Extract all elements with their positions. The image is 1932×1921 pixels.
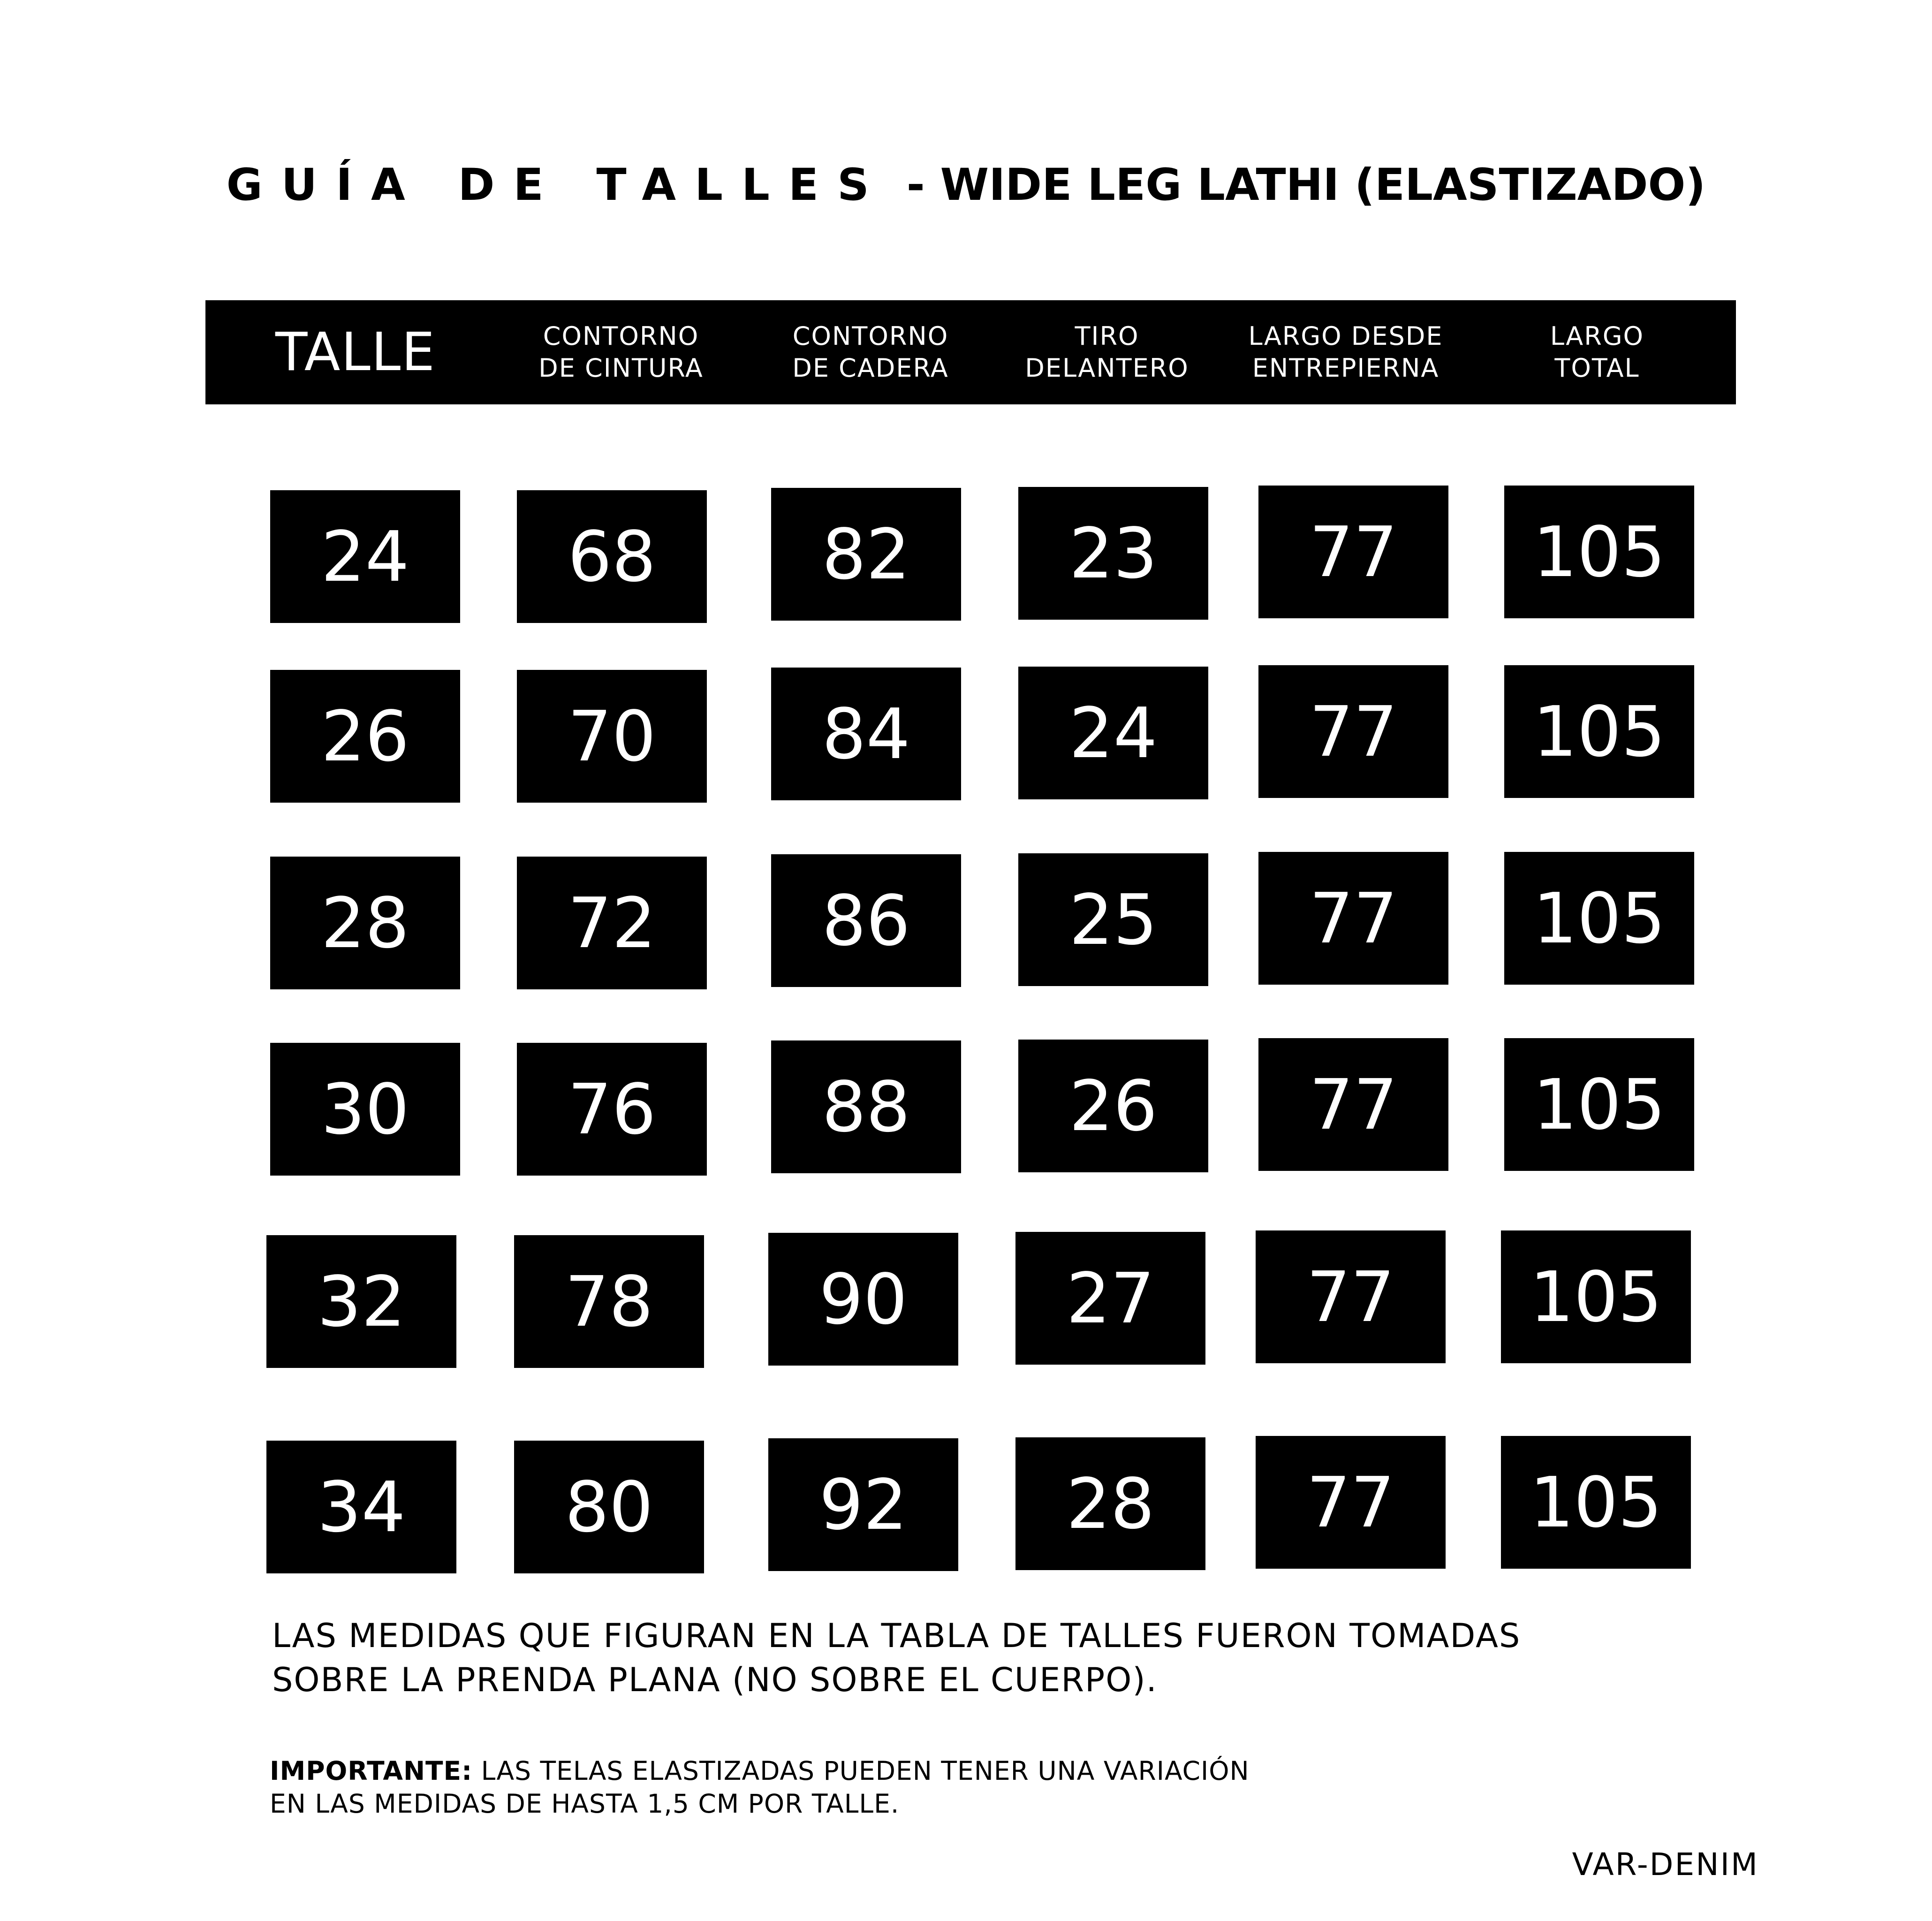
inseam-cell: 77 bbox=[1258, 1038, 1448, 1171]
size-cell: 34 bbox=[266, 1441, 456, 1573]
size-cell: 26 bbox=[270, 670, 460, 803]
hip-cell: 92 bbox=[768, 1438, 958, 1571]
total-length-cell: 105 bbox=[1504, 665, 1694, 798]
header-line: DELANTERO bbox=[1025, 353, 1189, 383]
header-largo-entrepierna bbox=[1249, 300, 1443, 404]
rise-cell: 24 bbox=[1018, 667, 1208, 799]
rise-cell: 25 bbox=[1018, 853, 1208, 986]
waist-cell: 76 bbox=[517, 1043, 707, 1176]
header-line: CONTORNO bbox=[792, 321, 949, 351]
note-line: SOBRE LA PRENDA PLANA (NO SOBRE EL CUERPO). bbox=[272, 1661, 1158, 1699]
measurement-note bbox=[272, 1614, 1726, 1702]
header-largo-total bbox=[1550, 300, 1644, 404]
header-talle bbox=[275, 300, 436, 404]
table-header bbox=[205, 300, 1736, 404]
header-line: CONTORNO bbox=[543, 321, 699, 351]
total-length-cell: 105 bbox=[1501, 1230, 1691, 1363]
size-cell: 32 bbox=[266, 1235, 456, 1368]
size-cell: 24 bbox=[270, 490, 460, 623]
rise-cell: 28 bbox=[1015, 1437, 1205, 1570]
important-label: IMPORTANTE: bbox=[270, 1756, 473, 1786]
header-line: DE CADERA bbox=[792, 353, 949, 383]
size-cell: 30 bbox=[270, 1043, 460, 1176]
rise-cell: 26 bbox=[1018, 1040, 1208, 1172]
header-line: TOTAL bbox=[1554, 353, 1640, 383]
important-line: EN LAS MEDIDAS DE HASTA 1,5 CM POR TALLE. bbox=[270, 1789, 900, 1819]
page-title bbox=[0, 150, 1932, 220]
hip-cell: 88 bbox=[771, 1040, 961, 1173]
waist-cell: 72 bbox=[517, 857, 707, 989]
header-line: TALLE bbox=[275, 322, 436, 383]
hip-cell: 84 bbox=[771, 668, 961, 800]
total-length-cell: 105 bbox=[1504, 852, 1694, 985]
note-line: LAS MEDIDAS QUE FIGURAN EN LA TABLA DE TALLES FUERON TOMADAS bbox=[272, 1617, 1521, 1655]
hip-cell: 86 bbox=[771, 854, 961, 987]
header-contorno-cadera bbox=[792, 300, 948, 404]
header-line: TIRO bbox=[1075, 321, 1139, 351]
total-length-cell: 105 bbox=[1504, 486, 1694, 618]
inseam-cell: 77 bbox=[1258, 486, 1448, 618]
important-note bbox=[270, 1754, 1630, 1820]
title-prefix: GUÍA DE TALLES bbox=[226, 159, 888, 211]
rise-cell: 27 bbox=[1015, 1232, 1205, 1365]
header-line: LARGO bbox=[1550, 321, 1644, 351]
rise-cell: 23 bbox=[1018, 487, 1208, 620]
waist-cell: 80 bbox=[514, 1441, 704, 1573]
inseam-cell: 77 bbox=[1258, 852, 1448, 985]
inseam-cell: 77 bbox=[1256, 1230, 1446, 1363]
title-suffix: - WIDE LEG LATHI (ELASTIZADO) bbox=[906, 159, 1706, 211]
total-length-cell: 105 bbox=[1501, 1436, 1691, 1569]
inseam-cell: 77 bbox=[1256, 1436, 1446, 1569]
waist-cell: 68 bbox=[517, 490, 707, 623]
important-line: LAS TELAS ELASTIZADAS PUEDEN TENER UNA VARIACIÓN bbox=[481, 1756, 1250, 1786]
header-line: DE CINTURA bbox=[538, 353, 704, 383]
header-tiro-delantero bbox=[1025, 300, 1189, 404]
brand-name: VAR-DENIM bbox=[1572, 1846, 1759, 1883]
header-contorno-cintura bbox=[538, 300, 704, 404]
waist-cell: 78 bbox=[514, 1235, 704, 1368]
hip-cell: 82 bbox=[771, 488, 961, 621]
header-line: ENTREPIERNA bbox=[1252, 353, 1440, 383]
hip-cell: 90 bbox=[768, 1233, 958, 1366]
waist-cell: 70 bbox=[517, 670, 707, 803]
total-length-cell: 105 bbox=[1504, 1038, 1694, 1171]
size-cell: 28 bbox=[270, 857, 460, 989]
header-line: LARGO DESDE bbox=[1248, 321, 1443, 351]
inseam-cell: 77 bbox=[1258, 665, 1448, 798]
